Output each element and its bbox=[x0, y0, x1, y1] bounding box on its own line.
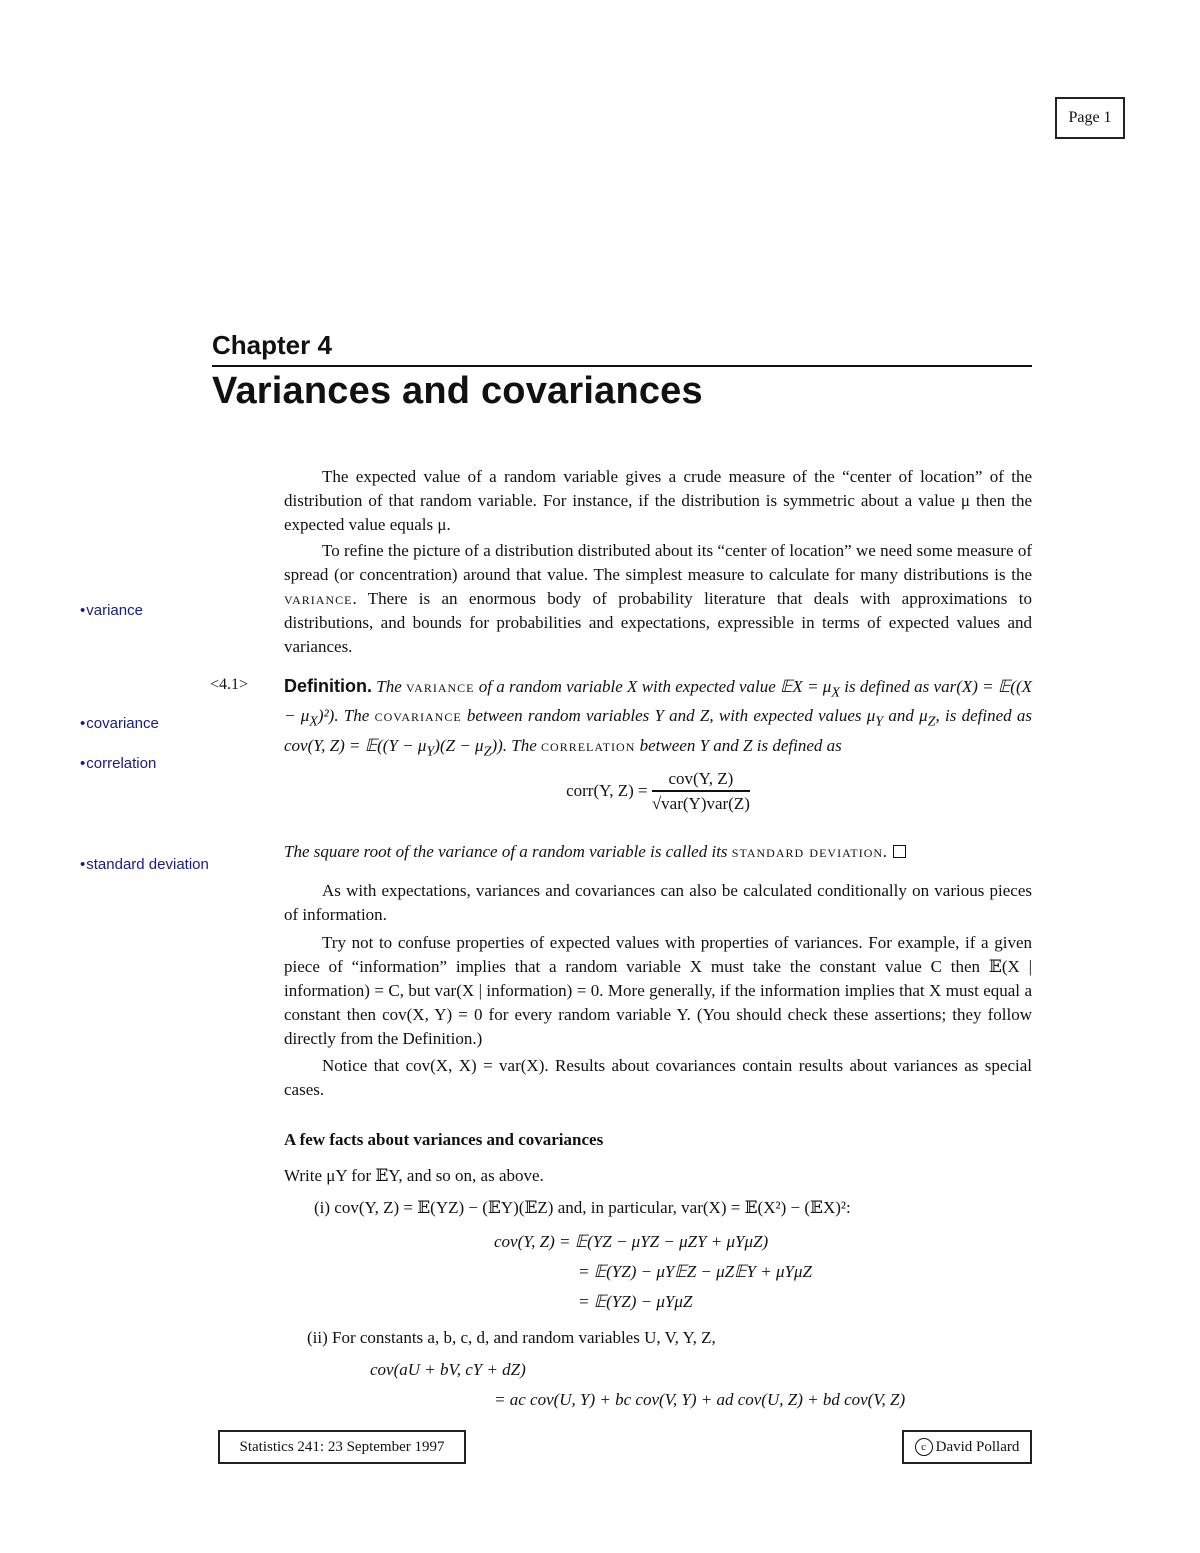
facts-intro: Write μY for 𝔼Y, and so on, as above. bbox=[284, 1166, 544, 1185]
fact-i: (i) cov(Y, Z) = 𝔼(YZ) − (𝔼Y)(𝔼Z) and, in particular, var(X) = 𝔼(X²) − (𝔼X)²: bbox=[314, 1198, 851, 1217]
def-text: between Y and Z is defined as bbox=[635, 735, 842, 755]
def-text: )(Z − μ bbox=[434, 735, 484, 755]
section-heading: A few facts about variances and covariances bbox=[284, 1130, 604, 1149]
def-sub: X bbox=[831, 684, 840, 701]
corr-fraction bbox=[652, 768, 750, 816]
def-sub: Y bbox=[426, 743, 435, 760]
qed-box-icon bbox=[893, 845, 906, 858]
fact-i-eq3: = 𝔼(YZ) − μYμZ bbox=[578, 1292, 693, 1311]
def-text: )²). The bbox=[317, 706, 375, 726]
correlation-formula bbox=[284, 768, 1032, 816]
paragraph-variance bbox=[284, 539, 1032, 659]
def-text: The bbox=[376, 677, 407, 696]
def-sub: Z bbox=[483, 743, 492, 760]
def-text: between random variables Y and Z, with expected values μ bbox=[461, 706, 876, 726]
def-sub: Y bbox=[875, 713, 884, 730]
margin-note-correlation[interactable]: • correlation bbox=[80, 755, 156, 772]
def-text: , is defined as cov(Y, Z) = 𝔼((Y − μ bbox=[284, 706, 1032, 755]
copyright-icon: c bbox=[915, 1438, 933, 1456]
definition-number: <4.1> bbox=[210, 676, 249, 693]
footer-author: David Pollard bbox=[935, 1438, 1020, 1455]
page-number-box bbox=[1055, 97, 1125, 139]
corr-numerator: cov(Y, Z) bbox=[652, 768, 750, 792]
def-text: of a random variable X with expected value 𝔼X = μ bbox=[474, 677, 832, 696]
paragraph-notice: Notice that cov(X, X) = var(X). Results about covariances contain results about variances as special cases. bbox=[284, 1056, 1032, 1099]
corr-denominator: √var(Y)var(Z) bbox=[651, 794, 750, 813]
corr-lhs: corr(Y, Z) = bbox=[566, 780, 648, 800]
margin-note-covariance[interactable]: • covariance bbox=[80, 715, 159, 732]
term-variance: variance bbox=[284, 589, 353, 608]
def-term-covariance: covariance bbox=[374, 706, 462, 726]
paragraph-intro: The expected value of a random variable gives a crude measure of the “center of location” of the distribution of that random variable. For instance, if the distribution is symmetric about a value μ then the expected value equals μ. bbox=[284, 467, 1032, 534]
definition-heading: Definition. bbox=[284, 676, 372, 696]
footer-left-text: Statistics 241: 23 September 1997 bbox=[239, 1438, 445, 1455]
def-text: and μ bbox=[883, 706, 928, 726]
page-number: Page 1 bbox=[1068, 109, 1112, 126]
paragraph-conditional: As with expectations, variances and covariances can also be calculated conditionally on various pieces of information. bbox=[284, 881, 1032, 924]
chapter-label: Chapter 4 bbox=[212, 330, 332, 360]
margin-note-variance[interactable]: • variance bbox=[80, 602, 143, 619]
definition-body bbox=[284, 674, 1032, 763]
fact-i-eq2: = 𝔼(YZ) − μY𝔼Z − μZ𝔼Y + μYμZ bbox=[578, 1262, 812, 1281]
fact-i-eq1: cov(Y, Z) = 𝔼(YZ − μYZ − μZY + μYμZ) bbox=[494, 1232, 769, 1251]
paragraph-variance-a: To refine the picture of a distribution distributed about its “center of location” we need some measure of spread (or concentration) around that value. The simplest measure to calculate for many distributions is the bbox=[284, 541, 1032, 584]
paragraph-variance-b: . There is an enormous body of probability literature that deals with approximations to distributions, and bounds for probabilities and expectations, expressible in terms of expected values and variances. bbox=[284, 589, 1032, 656]
fact-ii: (ii) For constants a, b, c, d, and random variables U, V, Y, Z, bbox=[307, 1328, 716, 1347]
def-term-correlation: correlation bbox=[541, 735, 636, 755]
sd-text: The square root of the variance of a random variable is called its bbox=[284, 842, 732, 861]
chapter-rule bbox=[212, 365, 1032, 367]
paragraph-confuse: Try not to confuse properties of expected values with properties of variances. For example, if a given piece of “information” implies that a random variable X must take the constant value C then 𝔼(X | information) = C, but var(X | information) = 0. More generally, if the information implies that X must equal a constant then cov(X, Y) = 0 for every random variable Y. (You should check these assertions; they follow directly from the Definition.) bbox=[284, 933, 1032, 1048]
def-term-variance: variance bbox=[406, 677, 475, 696]
chapter-title: Variances and covariances bbox=[212, 370, 703, 412]
def-sub: X bbox=[309, 713, 318, 730]
fact-ii-eq1: cov(aU + bV, cY + dZ) bbox=[370, 1360, 526, 1379]
standard-deviation-sentence bbox=[284, 840, 1032, 864]
term-standard-deviation: standard deviation bbox=[731, 842, 884, 861]
def-text: )). The bbox=[491, 735, 542, 755]
fact-ii-eq2: = ac cov(U, Y) + bc cov(V, Y) + ad cov(U, Z) + bd cov(V, Z) bbox=[494, 1390, 906, 1409]
margin-note-standard-deviation[interactable]: • standard deviation bbox=[80, 856, 209, 873]
footer-course-date bbox=[218, 1430, 466, 1464]
def-text: is defined as var(X) = 𝔼((X − μ bbox=[284, 677, 1032, 726]
sd-end: . bbox=[883, 842, 888, 861]
footer-copyright bbox=[902, 1430, 1032, 1464]
def-sub: Z bbox=[927, 713, 936, 730]
